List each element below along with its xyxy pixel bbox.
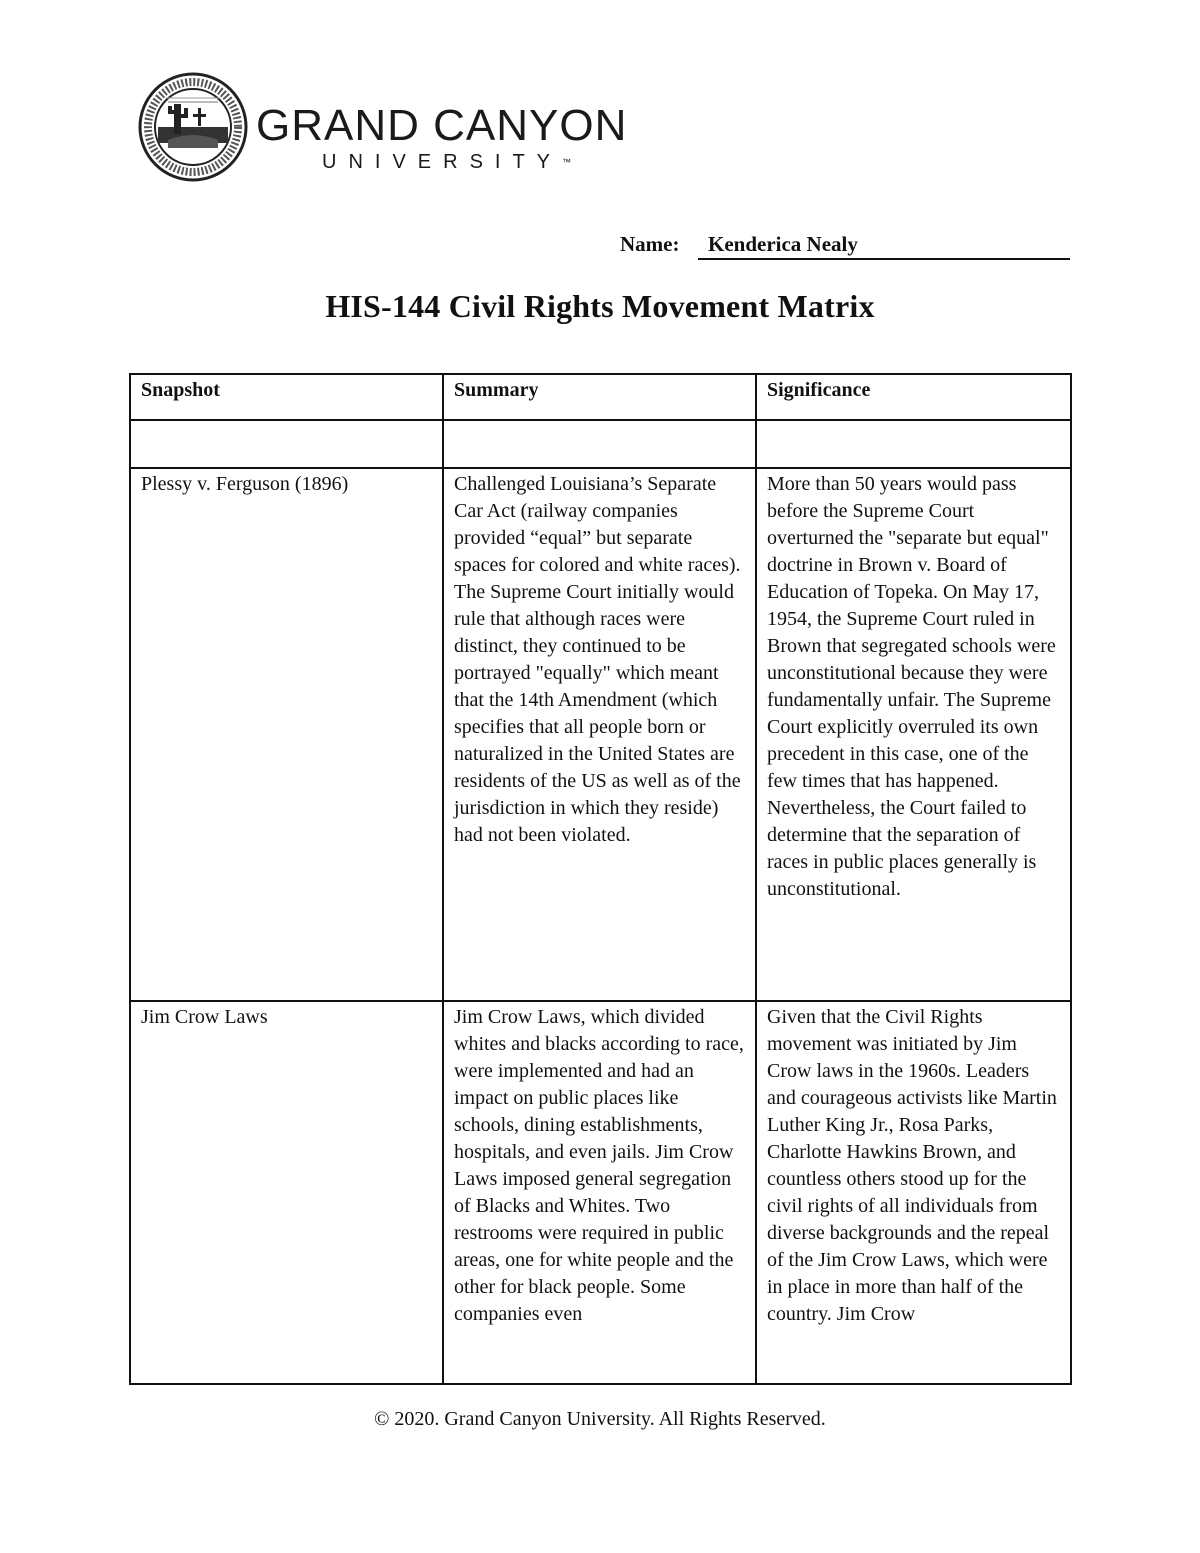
header-summary: Summary (443, 374, 756, 420)
significance-cell: More than 50 years would pass before the Supreme Court overturned the "separate but equal" doctrine in Brown v. Board of Education of Topeka. On May 17, 1954, the Supreme Court ruled in Brown that segregated schools were unconstitutional because they were fundamentally unfair. The Supreme Court explicitly overruled its own precedent in this case, one of the few times that has happened. Nevertheless, the Court failed to determine that the separation of races in public places generally is unconstitutional. (756, 468, 1071, 1001)
empty-cell (443, 420, 756, 468)
header-snapshot: Snapshot (130, 374, 443, 420)
copyright-footer: © 2020. Grand Canyon University. All Rights Reserved. (374, 1408, 826, 1430)
university-logo (138, 72, 628, 182)
name-row (620, 232, 1070, 262)
empty-cell (130, 420, 443, 468)
table-row (130, 468, 1071, 1001)
snapshot-cell: Jim Crow Laws (130, 1001, 443, 1384)
logo-wordmark-top: GRAND CANYON (256, 101, 628, 150)
snapshot-cell: Plessy v. Ferguson (1896) (130, 468, 443, 1001)
logo-wordmark (256, 101, 628, 174)
document-title: HIS-144 Civil Rights Movement Matrix (325, 288, 875, 324)
name-label: Name: (620, 232, 680, 256)
significance-cell: Given that the Civil Rights movement was initiated by Jim Crow laws in the 1960s. Leaders and courageous activists like Martin Luther King Jr., Rosa Parks, Charlotte Hawkins Brown, and countless others stood up for the civil rights of all individuals from diverse backgrounds and the repeal of the Jim Crow Laws, which were in place in more than half of the country. Jim Crow (756, 1001, 1071, 1384)
university-seal-icon (138, 72, 248, 182)
civil-rights-matrix-table (129, 373, 1072, 1385)
table-row (130, 1001, 1071, 1384)
summary-cell: Challenged Louisiana’s Separate Car Act (railway companies provided “equal” but separate spaces for colored and white races). The Supreme Court initially would rule that although races were distinct, they continued to be portrayed "equally" which meant that the 14th Amendment (which specifies that all people born or naturalized in the United States are residents of the US as well as of the jurisdiction in which they reside) had not been violated. (443, 468, 756, 1001)
empty-cell (756, 420, 1071, 468)
table-header-row (130, 374, 1071, 420)
summary-cell: Jim Crow Laws, which divided whites and blacks according to race, were implemented and had an impact on public places like schools, dining establishments, hospitals, and even jails. Jim Crow Laws imposed general segregation of Blacks and Whites. Two restrooms were required in public areas, one for white people and the other for black people. Some companies even (443, 1001, 756, 1384)
name-field (698, 232, 1070, 260)
name-value: Kenderica Nealy (708, 232, 858, 256)
logo-wordmark-bottom: UNIVERSITY™ (322, 151, 572, 173)
header-significance: Significance (756, 374, 1071, 420)
table-row-empty (130, 420, 1071, 468)
